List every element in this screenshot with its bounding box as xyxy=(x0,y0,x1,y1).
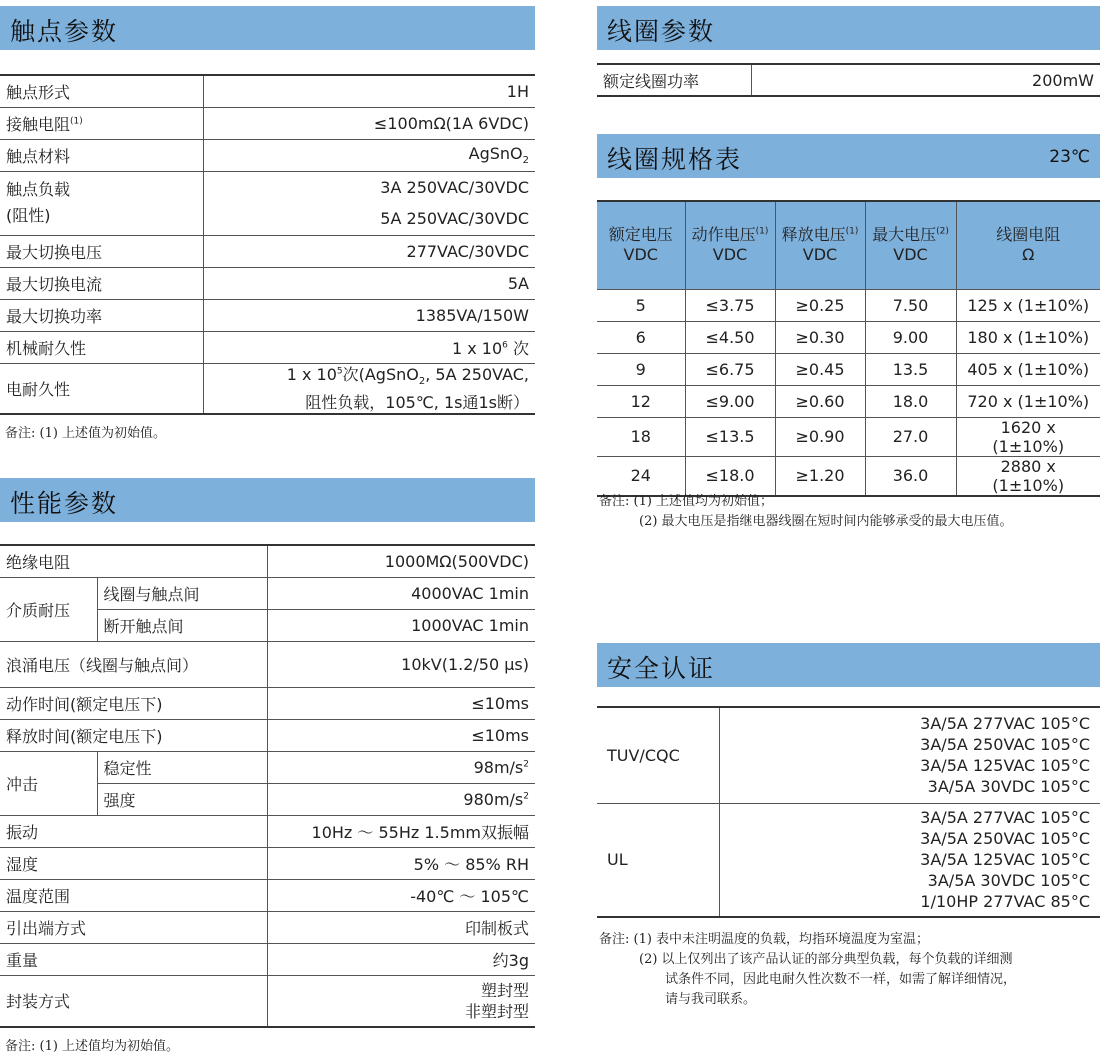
column-header xyxy=(775,201,865,289)
footnote-mark: (1) xyxy=(70,116,83,127)
row-value: 10kV(1.2/50 μs) xyxy=(267,641,535,687)
table-cell: 2880 x (1±10%) xyxy=(956,456,1100,496)
table-cell: ≤18.0 xyxy=(685,456,775,496)
table-row xyxy=(597,417,1100,456)
value-text: 980m/s xyxy=(463,789,524,809)
row-label: 介质耐压 xyxy=(0,577,97,641)
safety-note xyxy=(599,930,1016,1010)
performance-params-table xyxy=(0,544,535,1028)
row-value xyxy=(203,139,535,171)
row-value xyxy=(267,975,535,1027)
value-line: 5A 250VAC/30VDC xyxy=(380,209,529,228)
table-cell: 12 xyxy=(597,385,685,417)
row-value: ≤100mΩ(1A 6VDC) xyxy=(203,107,535,139)
row-label: 重量 xyxy=(0,943,267,975)
cert-name: UL xyxy=(597,803,719,917)
table-row xyxy=(0,815,535,847)
table-cell: 5 xyxy=(597,289,685,321)
row-label: 最大切换功率 xyxy=(0,299,203,331)
table-row xyxy=(597,321,1100,353)
row-value: 277VAC/30VDC xyxy=(203,235,535,267)
row-value: 5% ～ 85% RH xyxy=(267,847,535,879)
header-unit: VDC xyxy=(802,245,838,265)
row-value: 约3g xyxy=(267,943,535,975)
table-cell: ≤9.00 xyxy=(685,385,775,417)
value-text: 98m/s xyxy=(473,757,524,777)
table-row xyxy=(597,64,1100,96)
row-sublabel: 线圈与触点间 xyxy=(97,577,267,609)
header-text: 线圈电阻 xyxy=(996,225,1061,245)
cert-ratings xyxy=(719,803,1100,917)
value-unit: 次 xyxy=(507,338,529,358)
table-row xyxy=(597,707,1100,803)
row-value xyxy=(203,331,535,363)
table-row xyxy=(0,139,535,171)
table-cell: 24 xyxy=(597,456,685,496)
row-value xyxy=(267,751,535,783)
table-cell: ≥0.90 xyxy=(775,417,865,456)
row-label: 引出端方式 xyxy=(0,911,267,943)
header-text: 释放电压 xyxy=(781,225,846,245)
row-value xyxy=(267,783,535,815)
table-cell: 7.50 xyxy=(865,289,956,321)
value-text: , 5A 250VAC, xyxy=(425,364,529,384)
note-line: 请与我司联系。 xyxy=(665,992,757,1007)
table-row xyxy=(0,363,535,414)
table-cell: ≤13.5 xyxy=(685,417,775,456)
table-cell: 18 xyxy=(597,417,685,456)
row-label: 触点形式 xyxy=(0,75,203,107)
note-line: (2) 最大电压是指继电器线圈在短时间内能够承受的最大电压值。 xyxy=(639,514,1013,529)
table-cell: 9 xyxy=(597,353,685,385)
table-row xyxy=(0,687,535,719)
row-label: 额定线圈功率 xyxy=(597,64,751,96)
row-value: 10Hz ～ 55Hz 1.5mm双振幅 xyxy=(267,815,535,847)
table-row xyxy=(0,107,535,139)
table-cell: ≥0.25 xyxy=(775,289,865,321)
table-row xyxy=(597,803,1100,917)
row-label: 绝缘电阻 xyxy=(0,545,267,577)
header-unit: Ω xyxy=(1022,245,1035,265)
column-header xyxy=(956,201,1100,289)
table-cell: ≤4.50 xyxy=(685,321,775,353)
row-label: 释放时间(额定电压下) xyxy=(0,719,267,751)
table-row xyxy=(0,879,535,911)
table-row xyxy=(0,911,535,943)
table-row xyxy=(0,75,535,107)
row-sublabel: 断开触点间 xyxy=(97,609,267,641)
value-line: 阻性负载，105℃, 1s通1s断） xyxy=(305,392,529,412)
table-row xyxy=(0,641,535,687)
header-text: 动作电压 xyxy=(691,225,756,245)
table-cell: 18.0 xyxy=(865,385,956,417)
row-value: ≤10ms xyxy=(267,687,535,719)
row-value: 1000MΩ(500VDC) xyxy=(267,545,535,577)
value-text: 1 x 10 xyxy=(286,364,337,384)
table-cell: 1620 x (1±10%) xyxy=(956,417,1100,456)
safety-section-header xyxy=(597,643,1100,687)
table-cell: 125 x (1±10%) xyxy=(956,289,1100,321)
value-text: AgSnO xyxy=(468,143,523,163)
footnote-mark: (1) xyxy=(755,226,769,237)
label-text: 接触电阻 xyxy=(6,114,71,134)
table-row xyxy=(0,545,535,577)
note-line: 备注: (1) 表中未注明温度的负载，均指环境温度为室温； xyxy=(599,932,930,947)
note-line: 备注: (1) 上述值均为初始值； xyxy=(599,494,774,509)
row-label: 最大切换电流 xyxy=(0,267,203,299)
subscript: 2 xyxy=(418,375,426,387)
performance-section-title: 性能参数 xyxy=(10,489,119,518)
table-cell: 405 x (1±10%) xyxy=(956,353,1100,385)
exponent: 2 xyxy=(523,791,529,802)
row-value: 印制板式 xyxy=(267,911,535,943)
contact-section-header xyxy=(0,6,535,50)
table-row xyxy=(597,385,1100,417)
table-cell: 6 xyxy=(597,321,685,353)
row-label: 湿度 xyxy=(0,847,267,879)
performance-note: 备注: (1) 上述值均为初始值。 xyxy=(5,1039,180,1054)
coil-section-title: 线圈参数 xyxy=(607,17,716,46)
exponent: 6 xyxy=(502,340,508,351)
row-label xyxy=(0,171,203,235)
table-row xyxy=(597,289,1100,321)
table-row xyxy=(0,751,535,783)
table-row xyxy=(597,456,1100,496)
row-label: 动作时间(额定电压下) xyxy=(0,687,267,719)
table-row xyxy=(0,299,535,331)
table-cell: 720 x (1±10%) xyxy=(956,385,1100,417)
table-row xyxy=(0,267,535,299)
rating-line: 3A/5A 250VAC 105°C xyxy=(920,735,1090,755)
header-unit: VDC xyxy=(712,245,748,265)
table-row xyxy=(0,847,535,879)
table-cell: ≥0.60 xyxy=(775,385,865,417)
row-value: 4000VAC 1min xyxy=(267,577,535,609)
row-value: -40℃ ～ 105℃ xyxy=(267,879,535,911)
row-sublabel: 稳定性 xyxy=(97,751,267,783)
value-text: 次(AgSnO xyxy=(342,364,419,384)
table-row xyxy=(0,331,535,363)
table-cell: 27.0 xyxy=(865,417,956,456)
row-label: 封装方式 xyxy=(0,975,267,1027)
row-label: 电耐久性 xyxy=(0,363,203,414)
table-header-row xyxy=(597,201,1100,289)
value-line: 3A 250VAC/30VDC xyxy=(380,178,529,197)
rating-line: 3A/5A 277VAC 105°C xyxy=(920,714,1090,734)
coil-spec-note xyxy=(599,492,1013,532)
table-cell: ≤3.75 xyxy=(685,289,775,321)
footnote-mark: (2) xyxy=(936,226,949,237)
table-cell: 9.00 xyxy=(865,321,956,353)
table-row xyxy=(0,719,535,751)
coil-spec-section-header xyxy=(597,134,1100,178)
cert-ratings xyxy=(719,707,1100,803)
coil-spec-temperature: 23℃ xyxy=(1049,147,1090,167)
rating-line: 3A/5A 30VDC 105°C xyxy=(927,777,1090,797)
row-sublabel: 强度 xyxy=(97,783,267,815)
value-line xyxy=(210,364,530,392)
safety-section-title: 安全认证 xyxy=(607,654,716,683)
column-header xyxy=(597,201,685,289)
contact-params-table xyxy=(0,74,535,415)
row-value: 1000VAC 1min xyxy=(267,609,535,641)
table-row xyxy=(0,975,535,1027)
subscript: 2 xyxy=(522,155,529,167)
exponent: 5 xyxy=(336,366,343,377)
row-label: 冲击 xyxy=(0,751,97,815)
certification-table xyxy=(597,706,1100,918)
header-text: 额定电压 xyxy=(608,225,673,245)
table-row xyxy=(0,171,535,235)
rating-line: 3A/5A 277VAC 105°C xyxy=(920,808,1090,828)
row-value: 1385VA/150W xyxy=(203,299,535,331)
table-row xyxy=(0,235,535,267)
table-cell: ≥0.30 xyxy=(775,321,865,353)
header-text: 最大电压 xyxy=(872,225,937,245)
rating-line: 3A/5A 30VDC 105°C xyxy=(927,871,1090,891)
row-label: 机械耐久性 xyxy=(0,331,203,363)
rating-line: 3A/5A 250VAC 105°C xyxy=(920,829,1090,849)
column-header xyxy=(865,201,956,289)
performance-section-header xyxy=(0,478,535,522)
row-value: ≤10ms xyxy=(267,719,535,751)
cert-name: TUV/CQC xyxy=(597,707,719,803)
table-cell: 180 x (1±10%) xyxy=(956,321,1100,353)
row-label: 温度范围 xyxy=(0,879,267,911)
value-line: 塑封型 xyxy=(480,980,529,1000)
label-line: 触点负载 xyxy=(6,180,71,199)
column-header xyxy=(685,201,775,289)
table-row xyxy=(0,943,535,975)
coil-params-table xyxy=(597,63,1100,97)
footnote-mark: (1) xyxy=(845,226,859,237)
row-value xyxy=(203,171,535,235)
table-row xyxy=(0,577,535,609)
row-label: 触点材料 xyxy=(0,139,203,171)
coil-section-header xyxy=(597,6,1100,50)
header-unit: VDC xyxy=(893,245,928,265)
table-cell: 13.5 xyxy=(865,353,956,385)
row-label: 振动 xyxy=(0,815,267,847)
row-label xyxy=(0,107,203,139)
row-label: 最大切换电压 xyxy=(0,235,203,267)
rating-line: 3A/5A 125VAC 105°C xyxy=(920,756,1090,776)
coil-spec-section-title: 线圈规格表 xyxy=(607,145,743,174)
contact-section-title: 触点参数 xyxy=(10,17,119,46)
table-cell: ≤6.75 xyxy=(685,353,775,385)
row-value: 200mW xyxy=(751,64,1100,96)
note-line: 试条件不同，因此电耐久性次数不一样，如需了解详细情况， xyxy=(665,972,1017,987)
table-cell: ≥0.45 xyxy=(775,353,865,385)
table-cell: ≥1.20 xyxy=(775,456,865,496)
note-line: (2) 以上仅列出了该产品认证的部分典型负载，每个负载的详细测 xyxy=(639,952,1013,967)
table-cell: 36.0 xyxy=(865,456,956,496)
row-value xyxy=(203,363,535,414)
rating-line: 3A/5A 125VAC 105°C xyxy=(920,850,1090,870)
label-line: (阻性) xyxy=(6,206,51,225)
rating-line: 1/10HP 277VAC 85°C xyxy=(920,892,1090,912)
table-row xyxy=(597,353,1100,385)
row-value: 1H xyxy=(203,75,535,107)
value-text: 1 x 10 xyxy=(451,338,503,358)
row-label: 浪涌电压（线圈与触点间） xyxy=(0,641,267,687)
contact-note: 备注: (1) 上述值为初始值。 xyxy=(5,426,167,441)
exponent: 2 xyxy=(523,759,529,770)
coil-spec-table xyxy=(597,200,1100,497)
row-value: 5A xyxy=(203,267,535,299)
header-unit: VDC xyxy=(623,245,658,265)
value-line: 非塑封型 xyxy=(464,1001,529,1021)
